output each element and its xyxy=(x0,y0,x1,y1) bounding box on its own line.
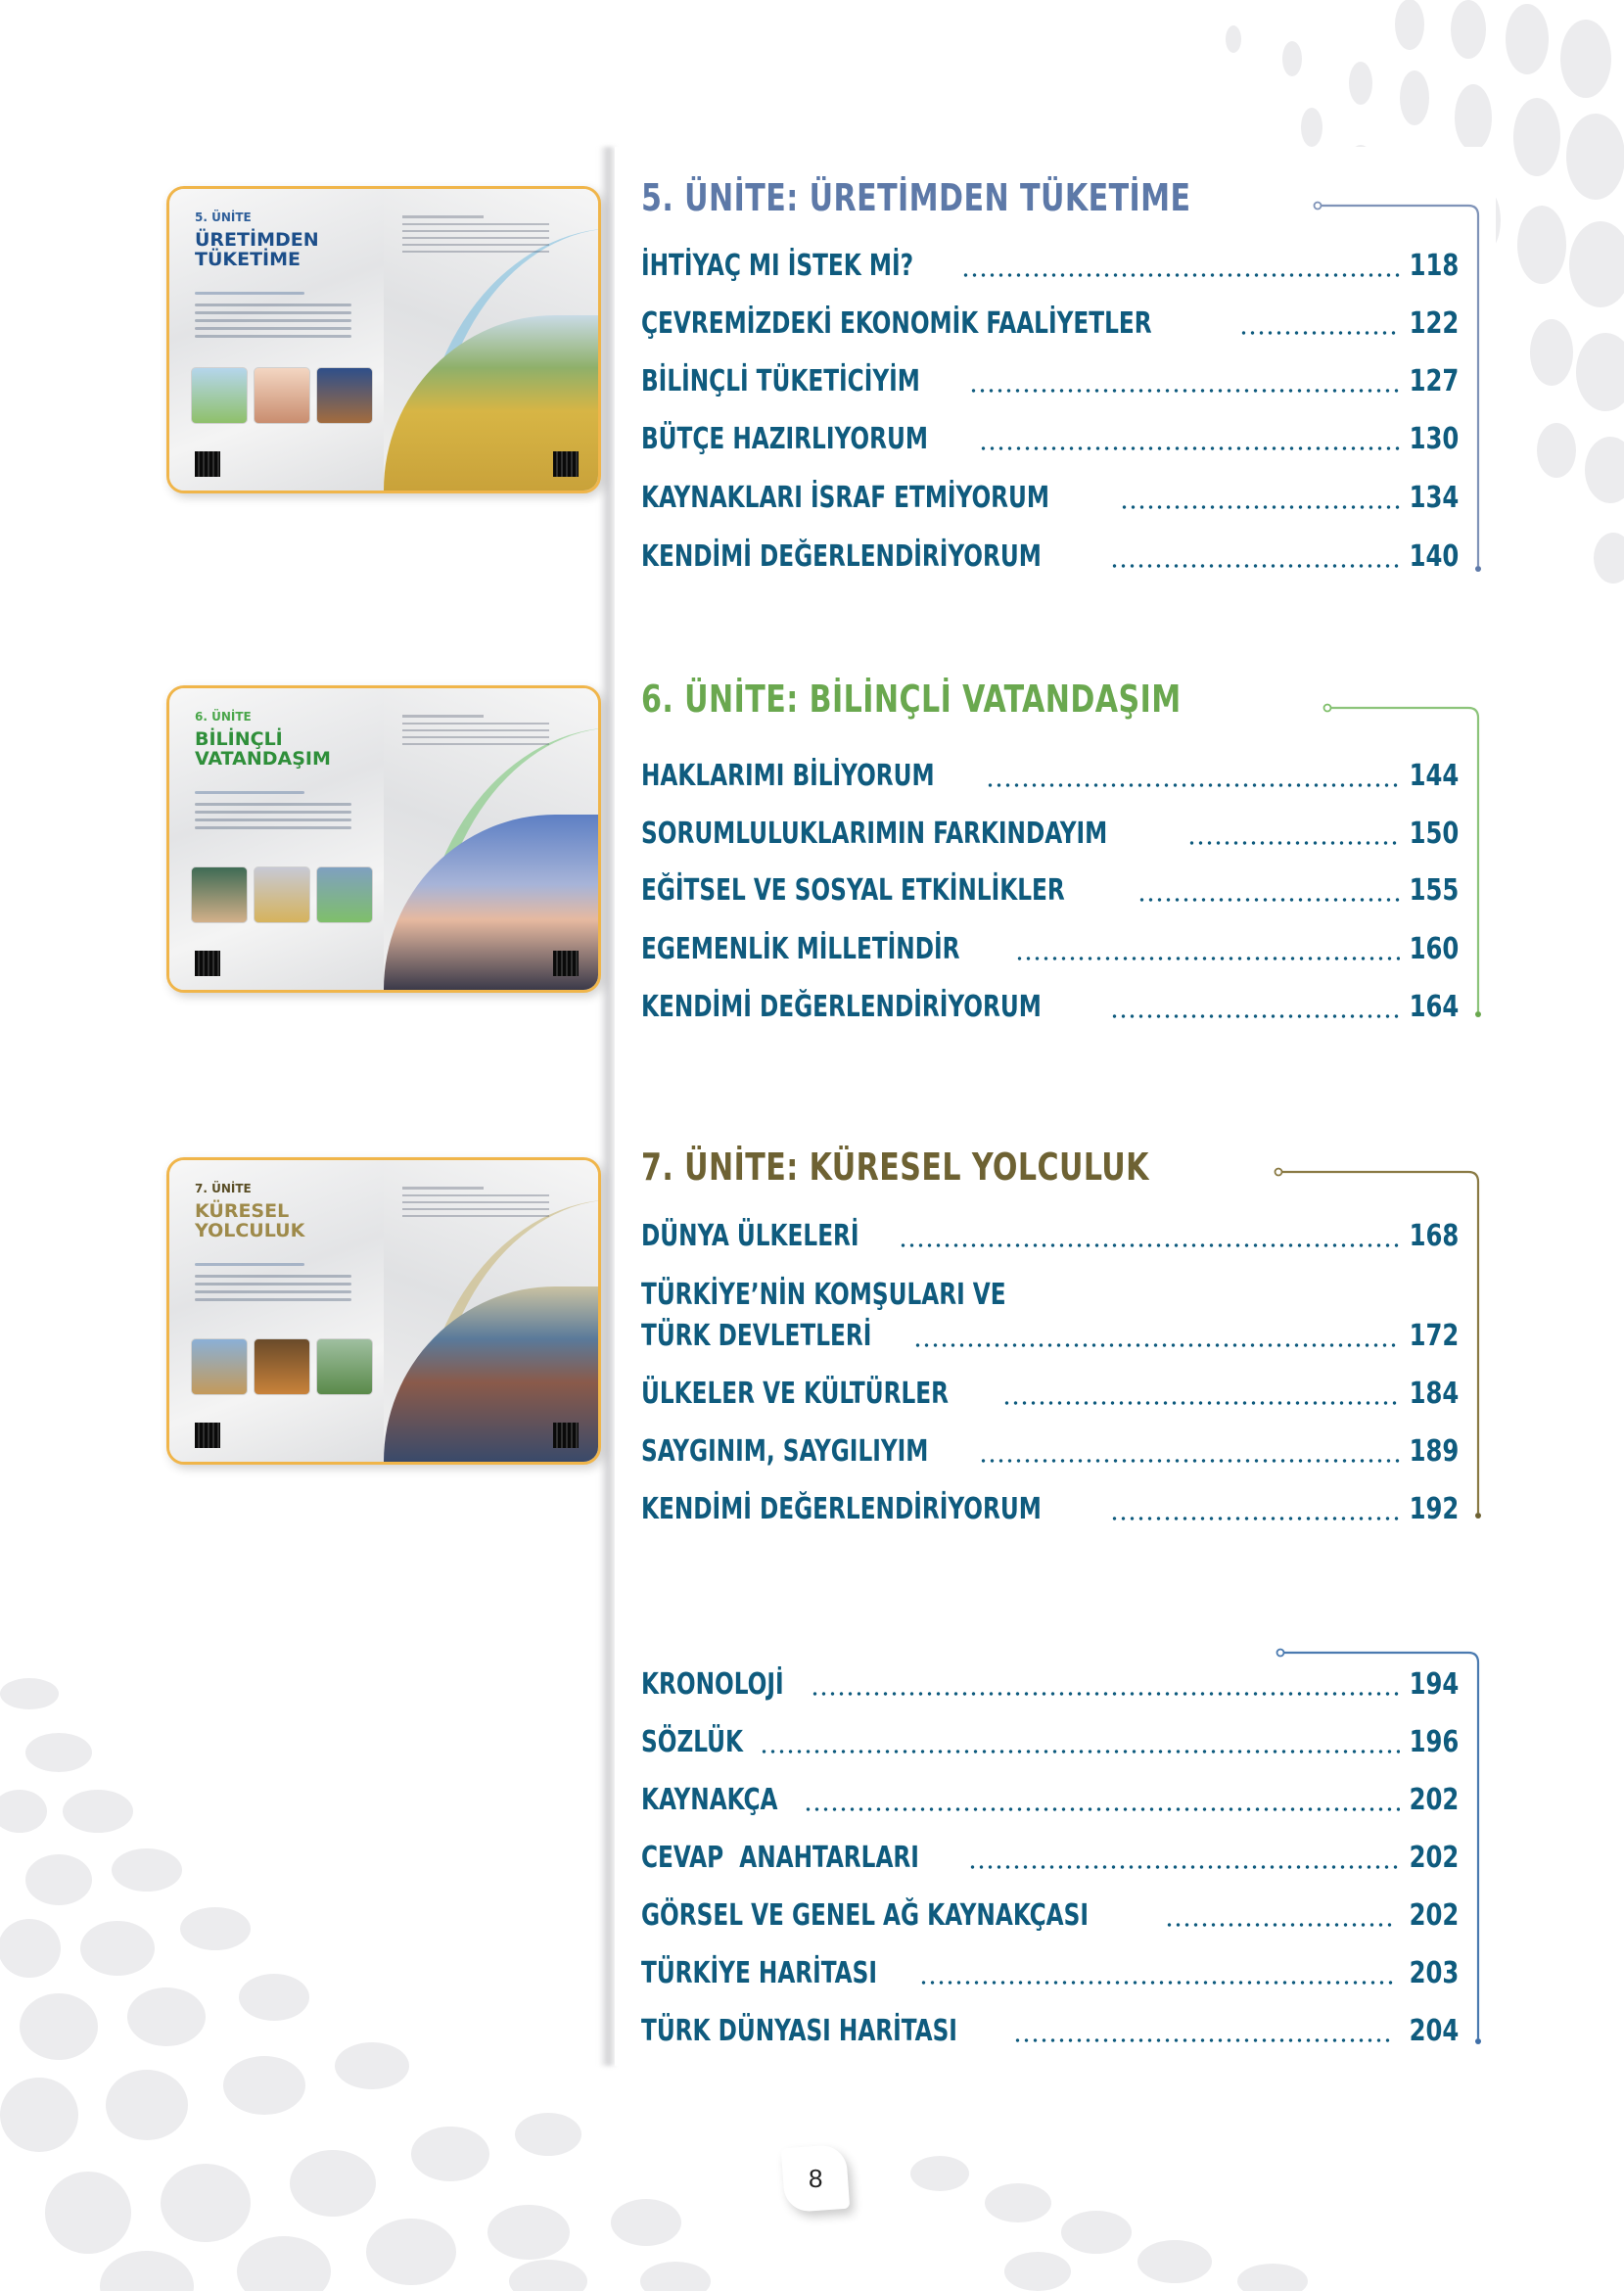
dot-leader xyxy=(1002,1401,1400,1405)
cover-outline-lines xyxy=(195,287,351,343)
cover-unit-name: KÜRESEL YOLCULUK xyxy=(195,1200,305,1241)
appendix-section xyxy=(641,1664,1459,2056)
cover-pictures xyxy=(191,367,373,424)
toc-entry-page: 202 xyxy=(1409,1783,1459,1817)
toc-entry-page: 189 xyxy=(1409,1434,1459,1469)
toc-entry-label: KENDİMİ DEĞERLENDİRİYORUM xyxy=(641,539,1042,574)
cover-unit-kicker: 5. ÜNİTE xyxy=(195,210,252,224)
toc-entry-label: CEVAP ANAHTARLARI xyxy=(641,1841,919,1875)
toc-entry-page: 184 xyxy=(1409,1377,1459,1411)
cover-unit-name: ÜRETİMDEN TÜKETİME xyxy=(195,229,319,270)
unit-5-cover-thumbnail[interactable] xyxy=(166,186,601,493)
dot-leader xyxy=(1013,2038,1394,2042)
toc-entry[interactable] xyxy=(641,989,1459,1024)
dot-leader xyxy=(1015,957,1399,960)
toc-entry-label: KAYNAKÇA xyxy=(641,1783,778,1817)
cover-outline-lines xyxy=(195,1258,351,1306)
unit-6-section xyxy=(641,678,1459,1030)
toc-entry-label: HAKLARIMI BİLİYORUM xyxy=(641,759,935,793)
toc-entry-label: BÜTÇE HAZIRLIYORUM xyxy=(641,422,928,456)
toc-entry-page: 122 xyxy=(1409,306,1459,341)
cover-goals-lines xyxy=(402,710,549,750)
toc-entry-page: 194 xyxy=(1409,1667,1459,1702)
toc-entry-page: 164 xyxy=(1409,990,1459,1024)
dot-leader xyxy=(969,389,1399,393)
cover-pictures xyxy=(191,1338,373,1395)
dot-leader xyxy=(1110,564,1399,568)
cover-unit-name: BİLİNÇLİ VATANDAŞIM xyxy=(195,728,331,770)
qr-code-icon xyxy=(195,951,220,976)
toc-entry-label: KENDİMİ DEĞERLENDİRİYORUM xyxy=(641,1492,1042,1526)
unit-7-title[interactable]: 7. ÜNİTE: KÜRESEL YOLCULUK xyxy=(641,1146,1149,1189)
toc-entry-label: SORUMLULUKLARIMIN FARKINDAYIM xyxy=(641,817,1108,851)
toc-entry[interactable] xyxy=(641,480,1459,515)
toc-entry-page: 150 xyxy=(1409,817,1459,851)
toc-entry-label: KAYNAKLARI İSRAF ETMİYORUM xyxy=(641,481,1050,515)
qr-code-icon xyxy=(195,1423,220,1448)
dot-leader xyxy=(760,1750,1400,1753)
dot-leader xyxy=(899,1243,1400,1247)
toc-entry[interactable] xyxy=(641,1218,1459,1253)
toc-entry-label: EGEMENLİK MİLLETİNDİR xyxy=(641,932,960,966)
toc-entry[interactable] xyxy=(641,758,1459,793)
toc-entry-page: 127 xyxy=(1409,364,1459,398)
toc-entry[interactable] xyxy=(641,1433,1459,1469)
toc-entry[interactable] xyxy=(641,1955,1459,1990)
toc-entry-label: TÜRKİYE’NİN KOMŞULARI VE xyxy=(641,1278,1006,1312)
toc-entry[interactable] xyxy=(641,931,1459,966)
toc-entry-label: İHTİYAÇ MI İSTEK Mİ? xyxy=(641,249,914,283)
toc-entry[interactable] xyxy=(641,1376,1459,1411)
toc-entry-label: TÜRK DEVLETLERİ xyxy=(641,1319,872,1353)
toc-entry[interactable] xyxy=(641,248,1459,283)
toc-entry-page: 155 xyxy=(1409,873,1459,908)
dot-leader xyxy=(979,1459,1399,1463)
dot-leader xyxy=(1187,841,1400,845)
toc-entry-page: 202 xyxy=(1409,1841,1459,1875)
dot-leader xyxy=(811,1692,1399,1696)
toc-entry[interactable] xyxy=(641,816,1459,851)
dot-leader xyxy=(1120,505,1400,509)
dot-leader xyxy=(804,1807,1399,1811)
qr-code-icon xyxy=(553,951,579,976)
toc-entry-page: 203 xyxy=(1409,1956,1459,1990)
toc-entry-page: 172 xyxy=(1409,1319,1459,1353)
toc-entry-label: ÇEVREMİZDEKİ EKONOMİK FAALİYETLER xyxy=(641,306,1152,341)
toc-entry[interactable] xyxy=(641,305,1459,341)
toc-entry-page: 140 xyxy=(1409,539,1459,574)
toc-entry[interactable] xyxy=(641,1724,1459,1759)
unit-5-title[interactable]: 5. ÜNİTE: ÜRETİMDEN TÜKETİME xyxy=(641,176,1191,219)
toc-entry-page: 118 xyxy=(1409,249,1459,283)
toc-entry-label: DÜNYA ÜLKELERİ xyxy=(641,1219,859,1253)
toc-entry-label: TÜRK DÜNYASI HARİTASI xyxy=(641,2014,957,2048)
unit-7-cover-thumbnail[interactable] xyxy=(166,1157,601,1465)
toc-entry[interactable] xyxy=(641,1318,1459,1353)
page-number: 8 xyxy=(808,2163,823,2193)
dot-leader xyxy=(979,446,1400,450)
dot-leader xyxy=(919,1981,1393,1985)
toc-entry-label: KRONOLOJİ xyxy=(641,1667,784,1702)
toc-entry-label: SAYGINIM, SAYGILIYIM xyxy=(641,1434,929,1469)
toc-entry-page: 192 xyxy=(1409,1492,1459,1526)
cover-unit-kicker: 7. ÜNİTE xyxy=(195,1182,252,1195)
dot-leader xyxy=(1110,1014,1399,1018)
toc-entry-page: 160 xyxy=(1409,932,1459,966)
cover-unit-kicker: 6. ÜNİTE xyxy=(195,710,252,724)
toc-entry-label: GÖRSEL VE GENEL AĞ KAYNAKÇASI xyxy=(641,1898,1089,1933)
toc-entry-page: 134 xyxy=(1409,481,1459,515)
cover-outline-lines xyxy=(195,786,351,834)
toc-entry-page: 144 xyxy=(1409,759,1459,793)
unit-5-section xyxy=(641,176,1459,578)
qr-code-icon xyxy=(553,1423,579,1448)
toc-entry-page: 196 xyxy=(1409,1725,1459,1759)
toc-entry-line-1[interactable] xyxy=(641,1277,1459,1312)
toc-entry[interactable] xyxy=(641,1491,1459,1526)
toc-entry-label: KENDİMİ DEĞERLENDİRİYORUM xyxy=(641,990,1042,1024)
toc-entry-page: 202 xyxy=(1409,1898,1459,1933)
toc-entry[interactable] xyxy=(641,1840,1459,1875)
toc-entry-label: ÜLKELER VE KÜLTÜRLER xyxy=(641,1377,949,1411)
toc-entry-page: 168 xyxy=(1409,1219,1459,1253)
cover-goals-lines xyxy=(402,1182,549,1222)
dot-leader xyxy=(1239,331,1400,335)
qr-code-icon xyxy=(195,451,220,477)
toc-entry[interactable] xyxy=(641,1666,1459,1702)
toc-entry[interactable] xyxy=(641,421,1459,456)
cover-goals-lines xyxy=(402,210,549,257)
toc-entry-label: TÜRKİYE HARİTASI xyxy=(641,1956,877,1990)
toc-entry[interactable] xyxy=(641,363,1459,398)
toc-entry-page: 130 xyxy=(1409,422,1459,456)
unit-6-cover-thumbnail[interactable] xyxy=(166,685,601,993)
toc-entry-page: 204 xyxy=(1409,2014,1459,2048)
toc-entry[interactable] xyxy=(641,1782,1459,1817)
dot-leader xyxy=(961,273,1399,277)
toc-entry-label: BİLİNÇLİ TÜKETİCİYİM xyxy=(641,364,920,398)
toc-entry[interactable] xyxy=(641,872,1459,908)
toc-entry-label: SÖZLÜK xyxy=(641,1725,743,1759)
dot-leader xyxy=(986,783,1399,787)
toc-entry-label: EĞİTSEL VE SOSYAL ETKİNLİKLER xyxy=(641,873,1065,908)
cover-pictures xyxy=(191,866,373,923)
dot-leader xyxy=(968,1865,1399,1869)
dot-leader xyxy=(1137,898,1399,902)
page-number-badge xyxy=(781,2144,850,2213)
toc-entry[interactable] xyxy=(641,538,1459,574)
dot-leader xyxy=(913,1343,1400,1347)
toc-entry[interactable] xyxy=(641,1897,1459,1933)
qr-code-icon xyxy=(553,451,579,477)
dot-leader xyxy=(1165,1923,1393,1927)
toc-entry[interactable] xyxy=(641,2013,1459,2048)
unit-6-title[interactable]: 6. ÜNİTE: BİLİNÇLİ VATANDAŞIM xyxy=(641,678,1182,721)
dot-leader xyxy=(1110,1517,1399,1520)
unit-7-section xyxy=(641,1146,1459,1537)
